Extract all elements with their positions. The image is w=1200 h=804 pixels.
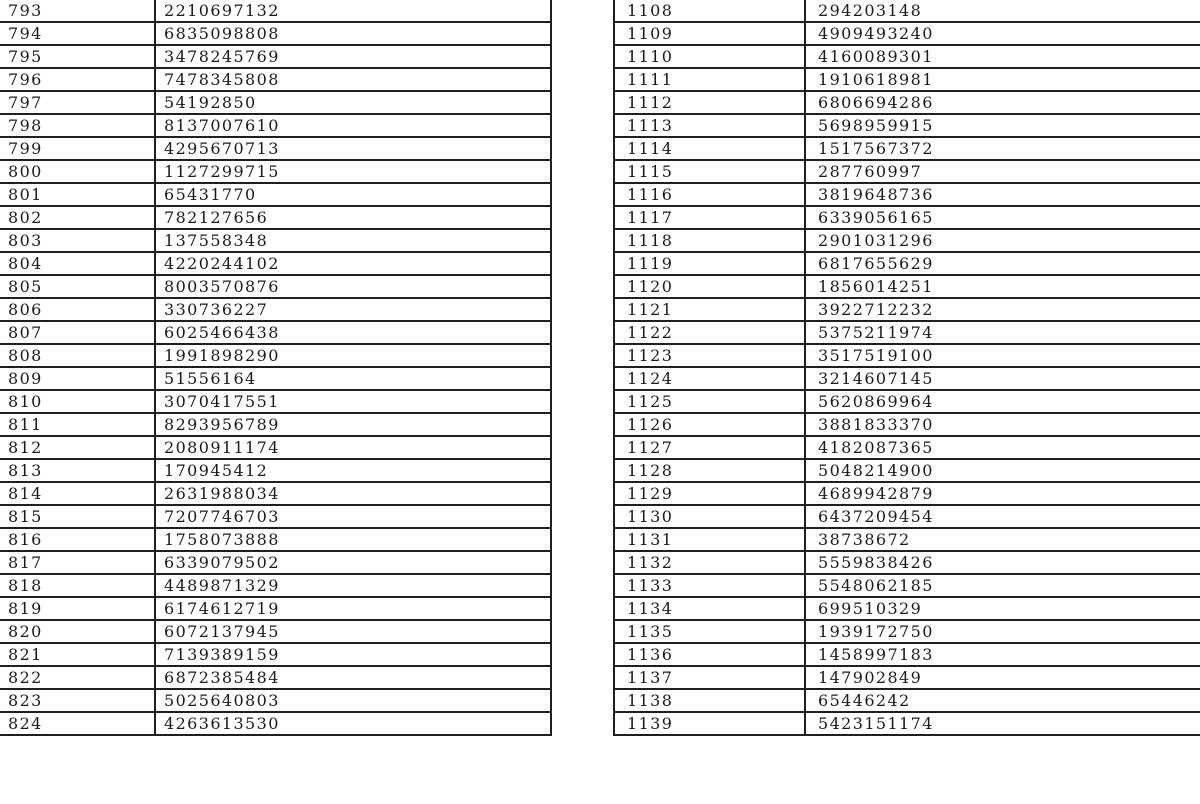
value-cell: 65446242 [805, 689, 1200, 712]
table-row [614, 45, 1200, 68]
table-row [0, 114, 551, 137]
row-number-cell: 809 [0, 367, 155, 390]
value-cell: 1939172750 [805, 620, 1200, 643]
table-row [614, 0, 1200, 22]
table-row [614, 620, 1200, 643]
table-row [0, 597, 551, 620]
table-row [614, 160, 1200, 183]
value-cell: 4489871329 [155, 574, 551, 597]
value-cell: 2080911174 [155, 436, 551, 459]
value-cell: 170945412 [155, 459, 551, 482]
table-row [0, 666, 551, 689]
table-row [614, 574, 1200, 597]
row-number-cell: 801 [0, 183, 155, 206]
row-number-cell: 1116 [614, 183, 805, 206]
value-cell: 4263613530 [155, 712, 551, 735]
table-row [0, 528, 551, 551]
table-row [0, 390, 551, 413]
row-number-cell: 795 [0, 45, 155, 68]
value-cell: 147902849 [805, 666, 1200, 689]
table-row [614, 413, 1200, 436]
value-cell: 4160089301 [805, 45, 1200, 68]
row-number-cell: 821 [0, 643, 155, 666]
table-row [0, 160, 551, 183]
table-row [0, 252, 551, 275]
value-cell: 1856014251 [805, 275, 1200, 298]
row-number-cell: 806 [0, 298, 155, 321]
table-row [0, 620, 551, 643]
table-row [614, 505, 1200, 528]
row-number-cell: 804 [0, 252, 155, 275]
table-row [614, 689, 1200, 712]
value-cell: 7207746703 [155, 505, 551, 528]
table-row [614, 551, 1200, 574]
value-cell: 6806694286 [805, 91, 1200, 114]
row-number-cell: 1125 [614, 390, 805, 413]
row-number-cell: 1123 [614, 344, 805, 367]
row-number-cell: 800 [0, 160, 155, 183]
row-number-cell: 814 [0, 482, 155, 505]
value-cell: 699510329 [805, 597, 1200, 620]
table-row [614, 344, 1200, 367]
row-number-cell: 1126 [614, 413, 805, 436]
table-row [614, 206, 1200, 229]
row-number-cell: 807 [0, 321, 155, 344]
table-row [0, 137, 551, 160]
row-number-cell: 820 [0, 620, 155, 643]
value-cell: 3517519100 [805, 344, 1200, 367]
value-cell: 4689942879 [805, 482, 1200, 505]
table-row [0, 436, 551, 459]
row-number-cell: 1137 [614, 666, 805, 689]
value-cell: 3478245769 [155, 45, 551, 68]
row-number-cell: 818 [0, 574, 155, 597]
value-cell: 5025640803 [155, 689, 551, 712]
value-cell: 7478345808 [155, 68, 551, 91]
row-number-cell: 1129 [614, 482, 805, 505]
table-row [614, 298, 1200, 321]
table-row [614, 114, 1200, 137]
row-number-cell: 803 [0, 229, 155, 252]
table-row [0, 689, 551, 712]
table-row [0, 574, 551, 597]
value-cell: 6437209454 [805, 505, 1200, 528]
table-row [614, 252, 1200, 275]
row-number-cell: 813 [0, 459, 155, 482]
table-row [0, 321, 551, 344]
value-cell: 7139389159 [155, 643, 551, 666]
row-number-cell: 1117 [614, 206, 805, 229]
value-cell: 5698959915 [805, 114, 1200, 137]
value-cell: 5620869964 [805, 390, 1200, 413]
row-number-cell: 798 [0, 114, 155, 137]
value-cell: 8003570876 [155, 275, 551, 298]
value-cell: 6872385484 [155, 666, 551, 689]
table-row [0, 505, 551, 528]
value-cell: 1991898290 [155, 344, 551, 367]
row-number-cell: 824 [0, 712, 155, 735]
table-body-left [0, 0, 551, 735]
row-number-cell: 1135 [614, 620, 805, 643]
row-number-cell: 811 [0, 413, 155, 436]
table-row [0, 206, 551, 229]
row-number-cell: 819 [0, 597, 155, 620]
value-cell: 4909493240 [805, 22, 1200, 45]
row-number-cell: 1127 [614, 436, 805, 459]
row-number-cell: 1139 [614, 712, 805, 735]
value-cell: 3214607145 [805, 367, 1200, 390]
value-cell: 6025466438 [155, 321, 551, 344]
table-row [614, 528, 1200, 551]
table-row [614, 459, 1200, 482]
row-number-cell: 1132 [614, 551, 805, 574]
row-number-cell: 808 [0, 344, 155, 367]
row-number-cell: 794 [0, 22, 155, 45]
row-number-cell: 1134 [614, 597, 805, 620]
row-number-cell: 810 [0, 390, 155, 413]
value-cell: 5048214900 [805, 459, 1200, 482]
table-row [0, 298, 551, 321]
value-cell: 4182087365 [805, 436, 1200, 459]
row-number-cell: 812 [0, 436, 155, 459]
value-cell: 6817655629 [805, 252, 1200, 275]
table-row [614, 229, 1200, 252]
number-table-right [613, 0, 1200, 736]
row-number-cell: 805 [0, 275, 155, 298]
value-cell: 2631988034 [155, 482, 551, 505]
table-row [614, 482, 1200, 505]
table-row [0, 229, 551, 252]
number-table-left [0, 0, 552, 736]
table-row [614, 275, 1200, 298]
value-cell: 1910618981 [805, 68, 1200, 91]
table-row [614, 321, 1200, 344]
value-cell: 6835098808 [155, 22, 551, 45]
value-cell: 2210697132 [155, 0, 551, 22]
value-cell: 1758073888 [155, 528, 551, 551]
value-cell: 54192850 [155, 91, 551, 114]
row-number-cell: 802 [0, 206, 155, 229]
value-cell: 5375211974 [805, 321, 1200, 344]
table-row [0, 367, 551, 390]
value-cell: 5559838426 [805, 551, 1200, 574]
row-number-cell: 1120 [614, 275, 805, 298]
value-cell: 2901031296 [805, 229, 1200, 252]
table-row [0, 91, 551, 114]
value-cell: 3819648736 [805, 183, 1200, 206]
row-number-cell: 1109 [614, 22, 805, 45]
table-row [0, 22, 551, 45]
row-number-cell: 817 [0, 551, 155, 574]
row-number-cell: 1114 [614, 137, 805, 160]
table-row [0, 344, 551, 367]
value-cell: 287760997 [805, 160, 1200, 183]
value-cell: 3922712232 [805, 298, 1200, 321]
table-row [614, 643, 1200, 666]
table-row [0, 551, 551, 574]
row-number-cell: 1133 [614, 574, 805, 597]
table-row [0, 0, 551, 22]
row-number-cell: 815 [0, 505, 155, 528]
value-cell: 8137007610 [155, 114, 551, 137]
value-cell: 3070417551 [155, 390, 551, 413]
value-cell: 5423151174 [805, 712, 1200, 735]
row-number-cell: 1110 [614, 45, 805, 68]
value-cell: 782127656 [155, 206, 551, 229]
value-cell: 51556164 [155, 367, 551, 390]
table-row [614, 597, 1200, 620]
table-row [0, 68, 551, 91]
value-cell: 8293956789 [155, 413, 551, 436]
row-number-cell: 1128 [614, 459, 805, 482]
table-row [0, 413, 551, 436]
row-number-cell: 1121 [614, 298, 805, 321]
value-cell: 3881833370 [805, 413, 1200, 436]
row-number-cell: 1113 [614, 114, 805, 137]
row-number-cell: 822 [0, 666, 155, 689]
table-row [614, 436, 1200, 459]
row-number-cell: 793 [0, 0, 155, 22]
value-cell: 6339079502 [155, 551, 551, 574]
value-cell: 137558348 [155, 229, 551, 252]
row-number-cell: 816 [0, 528, 155, 551]
row-number-cell: 1115 [614, 160, 805, 183]
value-cell: 4295670713 [155, 137, 551, 160]
table-row [614, 68, 1200, 91]
table-row [614, 666, 1200, 689]
table-row [614, 183, 1200, 206]
row-number-cell: 1131 [614, 528, 805, 551]
table-row [0, 643, 551, 666]
row-number-cell: 1111 [614, 68, 805, 91]
row-number-cell: 796 [0, 68, 155, 91]
value-cell: 1517567372 [805, 137, 1200, 160]
table-row [614, 712, 1200, 735]
table-row [614, 390, 1200, 413]
value-cell: 6339056165 [805, 206, 1200, 229]
value-cell: 1458997183 [805, 643, 1200, 666]
row-number-cell: 799 [0, 137, 155, 160]
row-number-cell: 1130 [614, 505, 805, 528]
value-cell: 65431770 [155, 183, 551, 206]
value-cell: 6174612719 [155, 597, 551, 620]
row-number-cell: 1136 [614, 643, 805, 666]
value-cell: 294203148 [805, 0, 1200, 22]
row-number-cell: 1112 [614, 91, 805, 114]
value-cell: 1127299715 [155, 160, 551, 183]
table-row [0, 459, 551, 482]
table-row [0, 45, 551, 68]
row-number-cell: 823 [0, 689, 155, 712]
value-cell: 5548062185 [805, 574, 1200, 597]
value-cell: 6072137945 [155, 620, 551, 643]
row-number-cell: 1118 [614, 229, 805, 252]
row-number-cell: 1122 [614, 321, 805, 344]
table-row [0, 183, 551, 206]
row-number-cell: 1124 [614, 367, 805, 390]
table-row [614, 22, 1200, 45]
value-cell: 4220244102 [155, 252, 551, 275]
row-number-cell: 1108 [614, 0, 805, 22]
table-row [614, 367, 1200, 390]
row-number-cell: 1119 [614, 252, 805, 275]
value-cell: 38738672 [805, 528, 1200, 551]
table-row [614, 91, 1200, 114]
value-cell: 330736227 [155, 298, 551, 321]
row-number-cell: 1138 [614, 689, 805, 712]
table-row [0, 482, 551, 505]
table-body-right [614, 0, 1200, 735]
table-row [0, 275, 551, 298]
row-number-cell: 797 [0, 91, 155, 114]
table-row [614, 137, 1200, 160]
table-row [0, 712, 551, 735]
